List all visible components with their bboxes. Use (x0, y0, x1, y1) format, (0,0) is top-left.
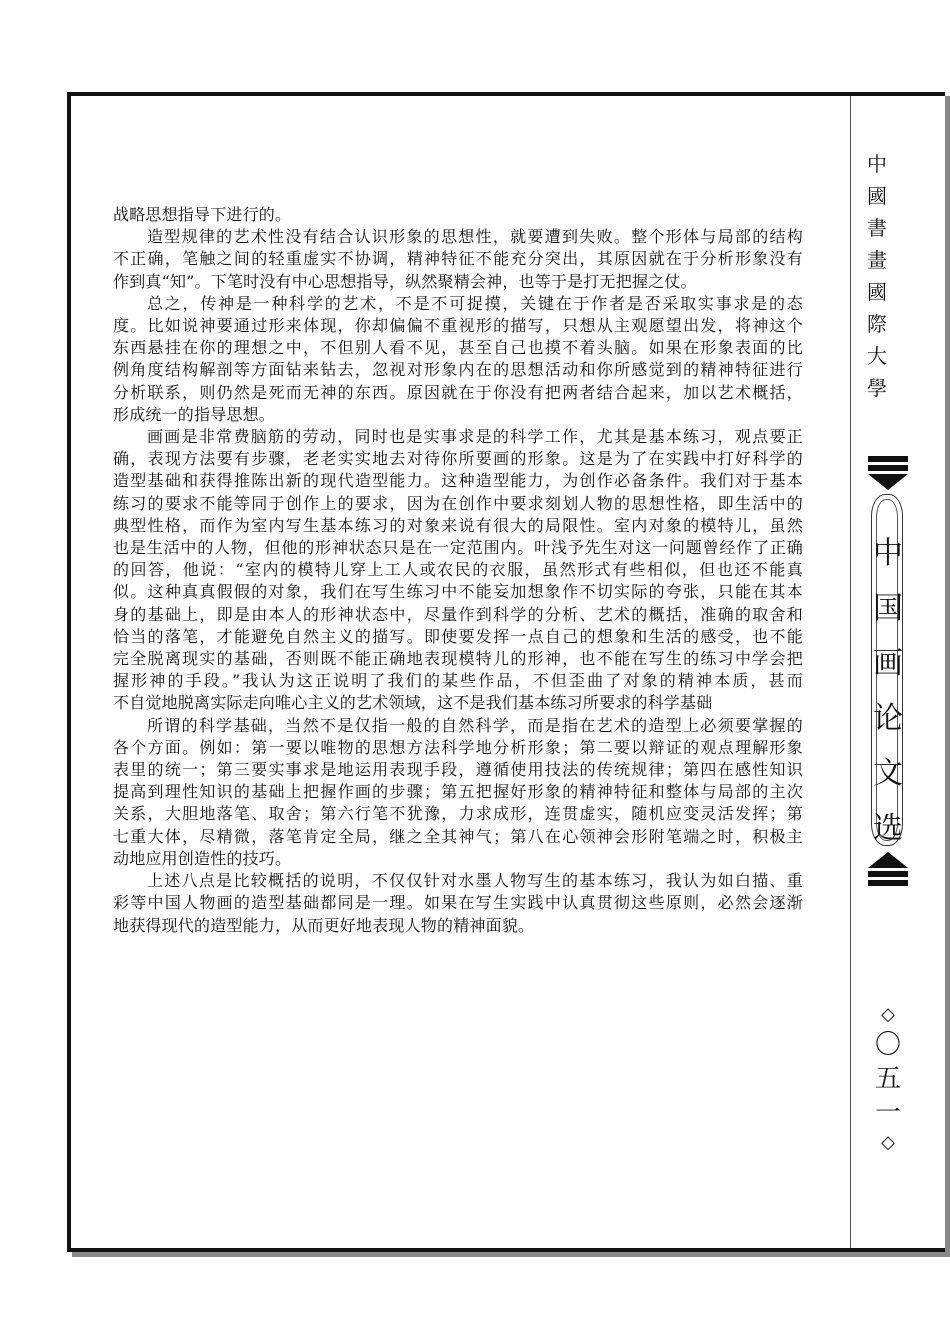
side-title-char: 學 (867, 376, 887, 400)
book-title-char: 文 (873, 756, 903, 791)
emblem-chevron-top (868, 474, 908, 490)
text-line: 战略思想指导下进行的。 (113, 205, 292, 224)
text-line: 动地应用创造性的技巧。 (113, 848, 292, 868)
text-line: 东西悬挂在你的理想之中，不但别人看不见，甚至自己也摸不着头脑。如果在形象表面的比 (113, 338, 803, 358)
book-title-char: 国 (873, 591, 903, 626)
text-line: 不正确，笔触之间的轻重虚实不协调，精神特征不能充分突出，其原因就在于分析形象没有 (113, 249, 803, 269)
paragraph (113, 715, 803, 870)
emblem-bar-bottom (868, 880, 908, 886)
book-title-char: 选 (873, 811, 903, 846)
text-line: 分析联系，则仍然是死而无神的东西。原因就在于你没有把两者结合起来，加以艺术概括， (113, 382, 803, 402)
paragraph (113, 293, 803, 426)
text-line: 总之，传神是一种科学的艺术，不是不可捉摸，关键在于作者是否采取实事求是的态 (147, 293, 803, 313)
text-line: 典型性格，而作为室内写生基本练习的对象来说有很大的局限性。室内对象的模特儿，虽然 (113, 515, 803, 535)
page-number (868, 1002, 908, 1156)
text-line: 所谓的科学基础，当然不是仅指一般的自然科学，而是指在艺术的造型上必须要掌握的 (147, 715, 803, 735)
side-title-char: 中 (867, 152, 887, 176)
text-line: 关系，大胆地落笔、取舍；第六行笔不犹豫，力求成形，连贯虚实，随机应变灵活发挥；第 (113, 804, 803, 824)
text-line: 度。比如说神要通过形来体现，你却偏偏不重视形的描写，只想从主观愿望出发，将神这个 (113, 316, 803, 336)
text-line: 各个方面。例如：第一要以唯物的思想方法科学地分析形象；第二要以辩证的观点理解形象 (113, 737, 803, 757)
text-line: 确，表现方法要有步骤，老老实实地去对待你所要画的形象。这是为了在实践中打好科学的 (113, 449, 803, 469)
text-line: 彩等中国人物画的造型基础都同是一理。如果在写生实践中认真贯彻这些原则，必然会逐渐 (113, 893, 803, 913)
margin-divider (850, 96, 851, 1248)
text-line: 也是生活中的人物，但他的形神状态只是在一定范围内。叶浅予先生对这一问题曾经作了正确 (113, 538, 803, 558)
text-line: 身的基础上，即是由本人的形神状态中，尽量作到科学的分析、艺术的概括，准确的取舍和 (113, 604, 803, 624)
paragraph (113, 204, 803, 226)
book-title (868, 526, 908, 856)
diamond-icon: ◇ (881, 1004, 895, 1025)
university-name (864, 148, 890, 404)
book-title-char: 中 (873, 536, 903, 571)
text-line: 地获得现代的造型能力，从而更好地表现人物的精神面貌。 (113, 915, 535, 935)
text-line: 上述八点是比较概括的说明，不仅仅针对水墨人物写生的基本练习，我认为如白描、重 (147, 871, 803, 891)
side-title-char: 際 (867, 312, 887, 336)
text-line: 完全脱离现实的基础，否则既不能正确地表现模特儿的形神，也不能在写生的练习中学会把 (113, 649, 803, 669)
emblem-bar-top-2 (868, 465, 908, 471)
text-line: 造型规律的艺术性没有结合认识形象的思想性，就要遭到失败。整个形体与局部的结构 (147, 227, 803, 247)
paragraph (113, 426, 803, 715)
side-title-char: 國 (867, 280, 887, 304)
text-line: 作到真“知”。下笔时没有中心思想指导，纵然聚精会神，也等于是打无把握之仗。 (113, 271, 697, 291)
text-line: 例角度结构解剖等方面钻来钻去，忽视对形象内在的思想活动和你所感觉到的精神特征进行 (113, 360, 803, 380)
text-line: 不自觉地脱离实际走向唯心主义的艺术领域，这不是我们基本练习所要求的科学基础 (113, 693, 713, 713)
frame-shadow-bottom (72, 1252, 950, 1257)
paragraph (113, 226, 803, 293)
text-line: 形成统一的指导思想。 (113, 404, 276, 424)
text-line: 画画是非常费脑筋的劳动，同时也是实事求是的科学工作，尤其是基本练习，观点要正 (147, 427, 803, 447)
text-line: 握形神的手段。”我认为这正说明了我们的某些作品，不但歪曲了对象的精神本质，甚而 (113, 671, 803, 691)
emblem-bar-top (868, 456, 908, 462)
emblem-bar-bottom-2 (868, 871, 908, 877)
book-title-char: 论 (873, 701, 903, 736)
text-line: 练习的要求不能等同于创作上的要求，因为在创作中要求刻划人物的思想性格，即生活中的 (113, 493, 803, 513)
side-title-char: 書 (867, 216, 887, 240)
paragraph (113, 870, 803, 937)
text-line: 似。这种真真假假的对象，我们在写生练习中不能妄加想象作不切实际的夸张，只能在其本 (113, 582, 803, 602)
text-line: 的回答，他说：“室内的模特儿穿上工人或农民的衣服，虽然形式有些相似，但也还不能真 (113, 560, 803, 580)
text-line: 造型基础和获得推陈出新的现代造型能力。这种造型能力，为创作必备条件。我们对于基本 (113, 471, 803, 491)
page-number-digit: 五 (874, 1064, 901, 1094)
book-title-char: 画 (873, 646, 903, 681)
text-line: 提高到理性知识的基础上把握作画的步骤；第五把握好形象的精神特征和整体与局部的主次 (113, 782, 803, 802)
text-line: 表里的统一；第三要实事求是地运用表现手段，遵循使用技法的传统规律；第四在感性知识 (113, 760, 803, 780)
body-text (113, 204, 803, 937)
diamond-icon: ◇ (881, 1132, 895, 1153)
frame-shadow-right (945, 96, 950, 1256)
side-title-char: 畫 (867, 248, 887, 272)
text-line: 七重大体，尽精微，落笔肯定全局，继之全其神气；第八在心领神会形附笔端之时，积极主 (113, 826, 803, 846)
page-number-digit: 〇 (874, 1030, 901, 1060)
text-line: 恰当的落笔，才能避免自然主义的描写。即使要发挥一点自己的想象和生活的感受，也不能 (113, 626, 803, 646)
side-title-char: 國 (867, 184, 887, 208)
page-number-digit: 一 (874, 1098, 901, 1128)
side-title-char: 大 (867, 344, 887, 368)
